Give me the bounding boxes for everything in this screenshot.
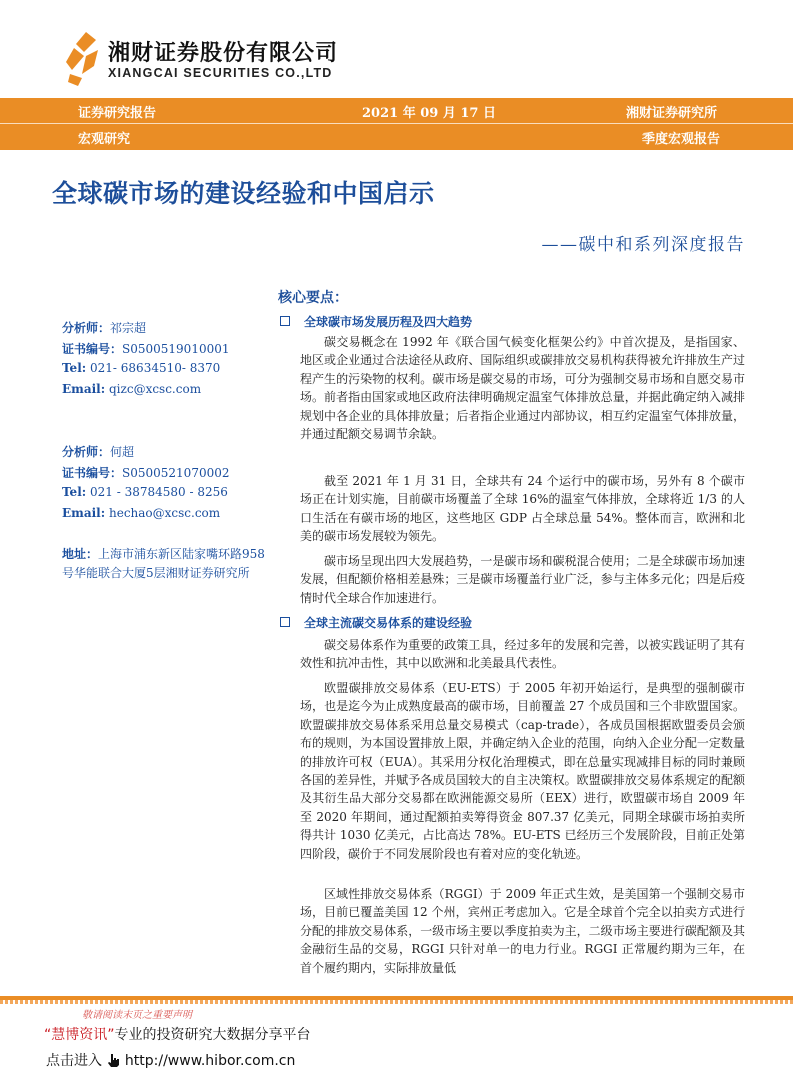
report-series: 季度宏观报告 (642, 132, 721, 147)
analyst-1-tel: Tel: 021- 68634510- 8370 (62, 361, 221, 375)
research-institute: 湘财证券研究所 (626, 106, 718, 121)
paragraph-four-trends: 碳市场呈现出四大发展趋势，一是碳市场和碳税混合使用；二是全球碳市场加速发展，但配额价格相差悬殊；三是碳市场覆盖行业广泛，参与主体多元化；四是后疫情时代全球合作加速进行。 (300, 554, 745, 605)
page-title: 全球碳市场的建设经验和中国启示 (52, 179, 435, 208)
research-category: 宏观研究 (78, 132, 131, 147)
section-heading-2: 全球主流碳交易体系的建设经验 (280, 614, 472, 631)
hibor-link[interactable]: 点击进入 http://www.hibor.com.cn (46, 1053, 296, 1069)
checkbox-bullet-icon (280, 316, 290, 326)
analyst-1-email[interactable]: Email: qizc@xcsc.com (62, 382, 202, 396)
company-name-cn: 湘财证券股份有限公司 (108, 41, 339, 66)
checkbox-bullet-icon (280, 617, 290, 627)
company-name-en: XIANGCAI SECURITIES CO.,LTD (108, 66, 333, 80)
report-date: 2021 年 09 月 17 日 (362, 106, 496, 121)
company-logo-icon (64, 30, 104, 86)
analyst-1-name: 分析师：祁宗超 (62, 321, 147, 335)
footer-dotted-band (0, 1000, 793, 1004)
key-points-heading: 核心要点： (278, 290, 348, 306)
paragraph-carbon-trading-concept: 碳交易概念在 1992 年《联合国气候变化框架公约》中首次提及，是指国家、地区或企业通过合法途径从政府、国际组织或碳排放交易机构获得被允许排放生产过程产生的污染物的权利。碳市场是碳交易的市场，可分为强制交易市场和自愿交易市场。前者指由国家或地区政府法律明确规定温室气体排放总量，并据此确定纳入减排规划中各企业的具体排放量；后者指企业通过内部协议，相互约定温室气体排放量，并通过配额交易调节余缺。 (300, 335, 745, 442)
hand-pointer-icon (106, 1053, 120, 1067)
band-divider (0, 123, 793, 124)
page-subtitle: ——碳中和系列深度报告 (541, 235, 745, 255)
address: 地址：上海市浦东新区陆家嘴环路958号华能联合大厦5层湘财证券研究所 (62, 547, 265, 580)
analyst-2-name: 分析师：何超 (62, 445, 135, 459)
section-heading-1: 全球碳市场发展历程及四大趋势 (280, 313, 472, 330)
analyst-2-tel: Tel: 021 - 38784580 - 8256 (62, 485, 228, 499)
analyst-2-cert: 证书编号：S0500521070002 (62, 466, 230, 480)
analyst-2-email[interactable]: Email: hechao@xcsc.com (62, 506, 221, 520)
paragraph-trading-systems-intro: 碳交易体系作为重要的政策工具，经过多年的发展和完善，以被实践证明了其有效性和抗冲击性，其中以欧洲和北美最具代表性。 (300, 638, 745, 671)
paragraph-eu-ets: 欧盟碳排放交易体系（EU-ETS）于 2005 年初开始运行，是典型的强制碳市场，也是迄今为止成熟度最高的碳市场，目前覆盖 27 个成员国和三个非欧盟国家。欧盟碳排放交易体系采用总量交易模式（cap-trade），各成员国根据欧盟委员会颁布的规则，为本国设置排放上限，并确定纳入企业的范围，向纳入企业分配一定数量的排放许可权（EUA）。其采用分权化治理模式，即在总量实现减排目标的同时兼顾各国的差异性，并赋予各成员国较大的自主决策权。欧盟碳排放交易体系规定的配额及其衍生品大部分交易都在欧洲能源交易所（EEX）进行，欧盟碳市场自 2009 年至 2020 年期间，通过配额拍卖筹得资金 807.37 亿美元，同期全球碳市场拍卖所得共计 1030 亿美元，占比高达 78%。EU-ETS 已经历三个发展阶段，目前正处第四阶段，碳价于不同发展阶段也有着对应的变化轨迹。 (300, 681, 745, 861)
paragraph-rggi: 区域性排放交易体系（RGGI）于 2009 年正式生效，是美国第一个强制交易市场，目前已覆盖美国 12 个州，宾州正考虑加入。它是全球首个完全以拍卖方式进行分配的排放交易体系，一级市场主要以季度拍卖为主，二级市场主要进行碳配额及其金融衍生品的交易，RGGI 只针对单一的电力行业。RGGI 正常履约期为三年，在首个履约期内，实际排放量低 (300, 887, 745, 975)
paragraph-global-markets-stats: 截至 2021 年 1 月 31 日，全球共有 24 个运行中的碳市场，另外有 8 个碳市场正在计划实施，目前碳市场覆盖了全球 16%的温室气体排放，全球将近 1/3 的人口生活在有碳市场的地区，这些地区 GDP 占全球总量 54%。整体而言，欧洲和北美的碳市场发展较为领先。 (300, 474, 745, 544)
analyst-1-cert: 证书编号：S0500519010001 (62, 342, 230, 356)
promo-line: “慧博资讯”专业的投资研究大数据分享平台 (44, 1027, 311, 1043)
disclaimer-note: 敬请阅读末页之重要声明 (82, 1010, 192, 1021)
report-type: 证券研究报告 (78, 106, 157, 121)
